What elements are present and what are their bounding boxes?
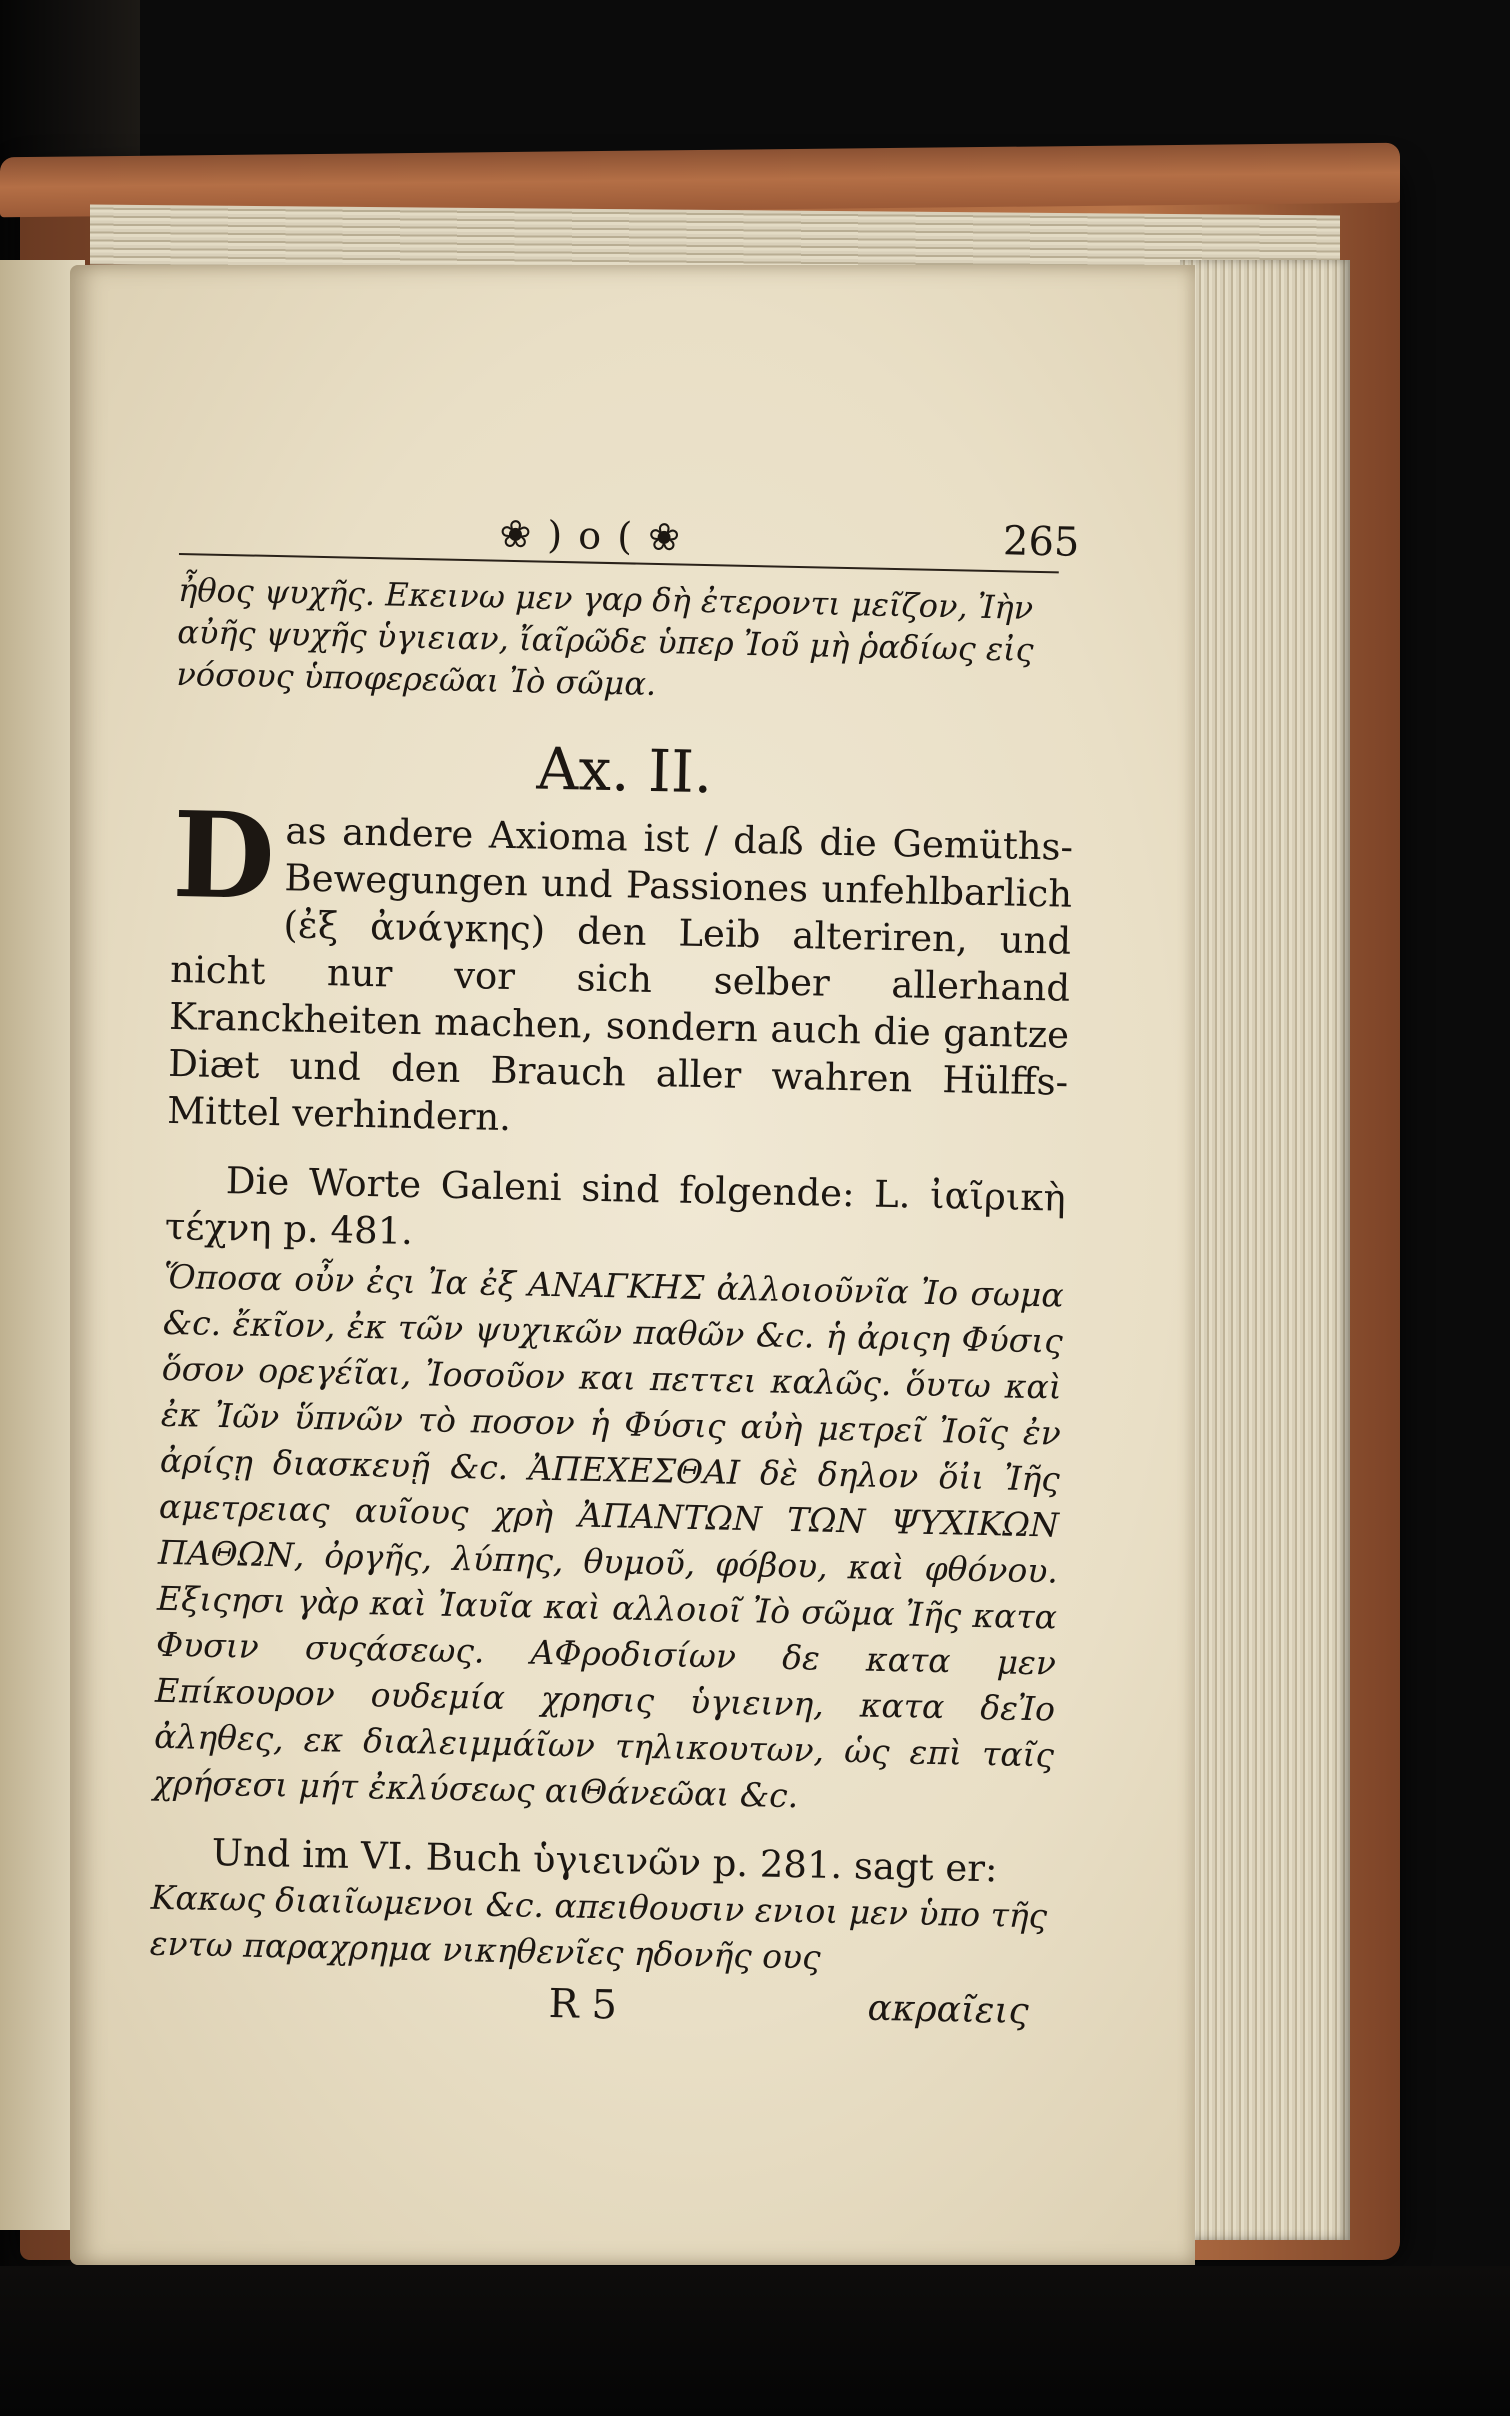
book bbox=[0, 150, 1410, 2270]
drop-cap: D bbox=[171, 784, 277, 927]
galen-greek-quote: Ὅποσα οὖν ἐςι Ἰα ἐξ ΑΝΑΓΚΗΣ ἀλλοιοῦνῖα Ἰο σωμα &c. ἔκῖον, ἐκ τῶν ψυχικῶν παθῶν &c. ἡ ἀριςη Φύσις ὅσον ορεγέῖαι, Ἰοσοῦον και πεττει καλῶς. ὅυτω καὶ ἐκ Ἰῶν ὕπνῶν τὸ ποσον ἡ Φύσις αὐὴ μετρεῖ Ἰοῖς ἐν ἀρίςῃ διασκευῇ &c. ἈΠΕΧΕΣΘΑΙ δὲ δηλον ὅἰι Ἰῆς αμετρειας αυῖους χρὴ ἈΠΑΝΤΩΝ ΤΩΝ ΨΥΧΙΚΩΝ ΠΑΘΩΝ, ὀργῆς, λύπης, θυμοῦ, φόβου, καὶ φθόνου. Εξιςησι γὰρ καὶ Ἰαυῖα καὶ αλλοιοῖ Ἰὸ σῶμα Ἰῆς κατα Φυσιν συςάσεως. ΑΦροδισίων δε κατα μεν Επίκουρον ουδεμία χρησις ὑγιεινη, κατα δεἸο ἀληθες, εκ διαλειμμάῖων τηλικουτων, ὡς επὶ ταῖς χρήσεσι μήτ ἐκλύσεως αιΘάνεῶαι &c. bbox=[152, 1256, 1065, 1816]
background-dark-bottom bbox=[0, 2266, 1510, 2416]
book-six-greek-quote: Κακως διαιῖωμενοι &c. απειθουσιν ενιοι μεν ὑπο τῆς εντω παραχρημα νικηθενῖες ηδονῆς ους bbox=[149, 1877, 1048, 1977]
page-text-block bbox=[148, 505, 1080, 2052]
catchword: ακραῖεις bbox=[867, 1987, 1030, 2033]
paragraph-axiom-text: as andere Axioma ist / daß die Gemüths-Bewegungen und Passiones unfehlbarlich (ἐξ ἀνάγκης) den Leib alteriren, und nicht nur vor sich selber allerhand Kranckheiten machen, sondern auch die gantze Diæt und den Brauch aller wahren Hülffs-Mittel verhindern. bbox=[166, 809, 1074, 1140]
greek-intro-text: ἦθος ψυχῆς. Εκεινω μεν γαρ δὴ ἐτεροντι μεῖζον, Ἰὴν αὐῆς ψυχῆς ὑγιειαν, ἴαῖρῶδε ὑπερ Ἰοῦ μὴ ῥαδίως εἰς νόσους ὑποφερεῶαι Ἰὸ σῶμα. bbox=[176, 570, 1034, 704]
page-number: 265 bbox=[1002, 518, 1080, 566]
paragraph-book-six: Und im VI. Buch ὑγιεινῶν p. 281. sagt er: bbox=[211, 1830, 998, 1891]
section-title: Ax. II. bbox=[535, 734, 714, 807]
signature-mark: R 5 bbox=[548, 1981, 618, 2029]
page-footer bbox=[148, 1973, 1049, 2052]
running-head bbox=[179, 505, 1080, 568]
header-ornament: ❀ ) o ( ❀ bbox=[499, 511, 683, 560]
paragraph-axiom bbox=[166, 784, 1074, 1153]
page-edges-side bbox=[1180, 260, 1350, 2240]
paragraph-galen-intro: Die Worte Galeni sind folgende: L. ἰαῖρικὴ τέχνη p. 481. bbox=[164, 1159, 1067, 1254]
book-page bbox=[70, 265, 1195, 2265]
